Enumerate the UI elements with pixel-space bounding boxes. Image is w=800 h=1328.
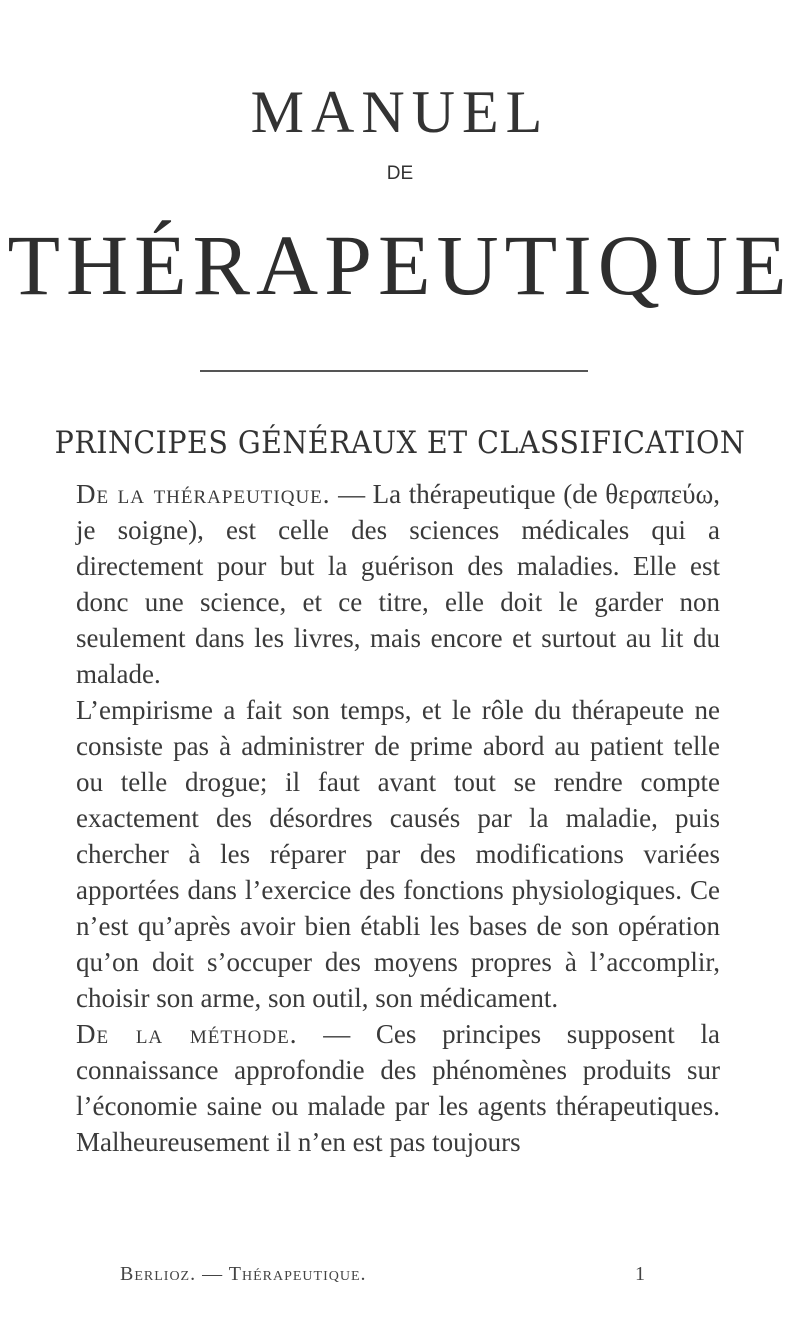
title-therapeutique: THÉRAPEUTIQUE bbox=[7, 217, 793, 313]
paragraph-methode bbox=[76, 1016, 720, 1160]
paragraph-text: L’empirisme a fait son temps, et le rôle du thérapeute ne consiste pas à administrer de prime abord au patient telle ou telle drogue; il faut avant tout se rendre compte exactement des désordres causés par la maladie, puis chercher à les réparer par des modifications variées apportées dans l’exercice des fonctions physiologiques. Ce n’est qu’après avoir bien établi les bases de son opération qu’on doit s’occuper des moyens propres à l’accomplir, choisir son arme, son outil, son médicament. bbox=[76, 695, 720, 1013]
title-manuel: MANUEL bbox=[250, 79, 550, 145]
footer-signature: Berlioz. — Thérapeutique. bbox=[120, 1263, 367, 1285]
paragraph-therapeutique bbox=[76, 476, 720, 692]
page-number: 1 bbox=[635, 1263, 645, 1285]
title-divider bbox=[200, 370, 588, 372]
paragraph-lead: De la méthode. bbox=[76, 1019, 298, 1049]
section-heading: PRINCIPES GÉNÉRAUX ET CLASSIFICATION bbox=[54, 425, 746, 461]
paragraph-text: — La thérapeutique (de θεραπεύω, je soigne), est celle des sciences médicales qui a directement pour but la guérison des maladies. Elle est donc une science, et ce titre, elle doit le garder non seulement dans les livres, mais encore et surtout au lit du malade. bbox=[76, 479, 720, 689]
paragraph-text: — Ces principes supposent la connaissance approfondie des phénomènes produits sur l’économie saine ou malade par les agents thérapeutiques. Malheureusement il n’en est pas toujours bbox=[76, 1019, 720, 1157]
paragraph-empirisme bbox=[76, 692, 720, 1016]
paragraph-lead: De la thérapeutique. bbox=[76, 479, 331, 509]
title-de: DE bbox=[386, 163, 414, 184]
body-text bbox=[76, 476, 720, 1160]
